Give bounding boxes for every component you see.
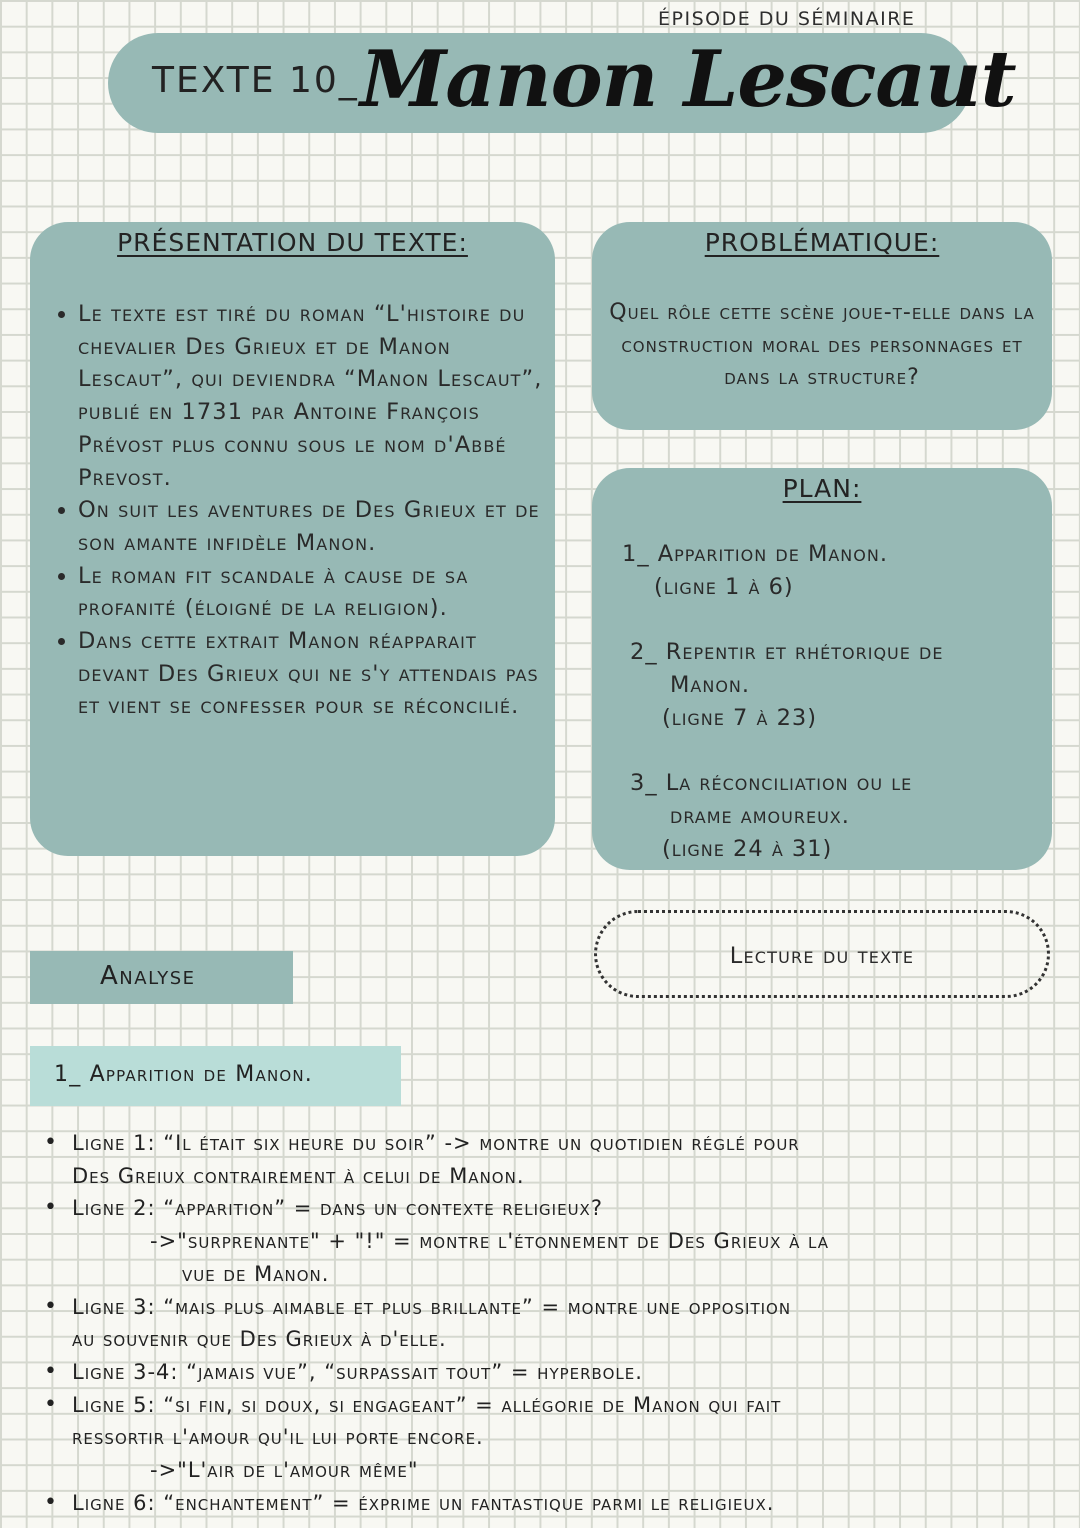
section-title: 1_ Apparition de Manon. (54, 1062, 313, 1087)
plan-item-2-label-cont: Manon. (670, 672, 751, 698)
line-text: • Ligne 3-4: “jamais vue”, “surpassait tout” = hyperbole. (72, 1359, 643, 1384)
problematique-title: PROBLÉMATIQUE: (704, 228, 940, 257)
plan-item-2-lines: (ligne 7 à 23) (662, 705, 818, 731)
list-item (44, 1291, 829, 1356)
line-text: • Ligne 5: “si fin, si doux, si engageant” = allégorie de Manon qui fait (72, 1392, 782, 1417)
line-text: ->"surprenante" + "!" = montre l'étonnement de Des Grieux à la (150, 1229, 829, 1254)
plan-item-2-label: 2_ Repentir et rhétorique de (630, 639, 944, 665)
list-item (44, 1192, 829, 1290)
presentation-card (30, 222, 555, 856)
analysis-list (44, 1127, 829, 1519)
lecture-label: Lecture du texte (729, 943, 915, 969)
list-item: • Dans cette extrait Manon réapparait devant Des Grieux qui ne s'y attendais pas et vient se confesser pour se réconcilié. (78, 625, 548, 723)
section-heading (30, 1046, 401, 1106)
problematique-text: Quel rôle cette scène joue-t-elle dans la construction moral des personnages et dans la structure? (609, 300, 1035, 391)
presentation-list (54, 298, 548, 723)
plan-title: PLAN: (782, 474, 862, 503)
list-item: • On suit les aventures de Des Grieux et de son amante infidèle Manon. (78, 494, 548, 559)
line-text: • Ligne 1: “Il était six heure du soir” -> montre un quotidien réglé pour (72, 1131, 800, 1155)
list-item (44, 1356, 829, 1389)
line-text: Des Greiux contrairement à celui de Manon. (72, 1163, 525, 1188)
plan-item-1-label: 1_ Apparition de Manon. (622, 541, 888, 567)
plan-item-3-lines: (ligne 24 à 31) (662, 836, 833, 862)
lecture-button[interactable] (594, 910, 1050, 998)
line-text: ->"L'air de l'amour même" (150, 1458, 419, 1483)
line-text: vue de Manon. (182, 1261, 330, 1286)
line-text: ressortir l'amour qu'il lui porte encore. (72, 1425, 484, 1450)
plan-item-3-label: 3_ La réconciliation ou le (630, 770, 913, 796)
problematique-card (592, 222, 1052, 430)
list-item: • Le roman fit scandale à cause de sa profanité (éloigné de la religion). (78, 560, 548, 625)
list-item (44, 1487, 829, 1520)
plan-card (592, 468, 1052, 870)
list-item: • Le texte est tiré du roman “L'histoire du chevalier Des Grieux et de Manon Lescaut”, qui deviendra “Manon Lescaut”, publié en 1731 par Antoine François Prévost plus connu sous le nom d'Abbé Prevost. (78, 298, 548, 494)
list-item (44, 1127, 829, 1192)
plan-item-3-label-cont: drame amoureux. (670, 803, 850, 829)
page-title: Manon Lescaut (360, 34, 1016, 125)
analyse-heading (30, 951, 293, 1004)
list-item (44, 1389, 829, 1487)
episode-label: ÉPISODE DU SÉMINAIRE (658, 8, 916, 30)
line-text: • Ligne 6: “enchantement” = éxprime un fantastique parmi le religieux. (72, 1490, 775, 1515)
line-text: • Ligne 2: “apparition” = dans un contexte religieux? (72, 1196, 603, 1221)
presentation-title: PRÉSENTATION DU TEXTE: (117, 228, 468, 257)
line-text: au souvenir que Des Grieux à d'elle. (72, 1327, 447, 1352)
plan-item-1-lines: (ligne 1 à 6) (654, 574, 794, 600)
line-text: • Ligne 3: “mais plus aimable et plus brillante” = montre une opposition (72, 1294, 792, 1319)
analyse-label: Analyse (100, 961, 196, 991)
texte-number: TEXTE 10_ (152, 60, 359, 101)
